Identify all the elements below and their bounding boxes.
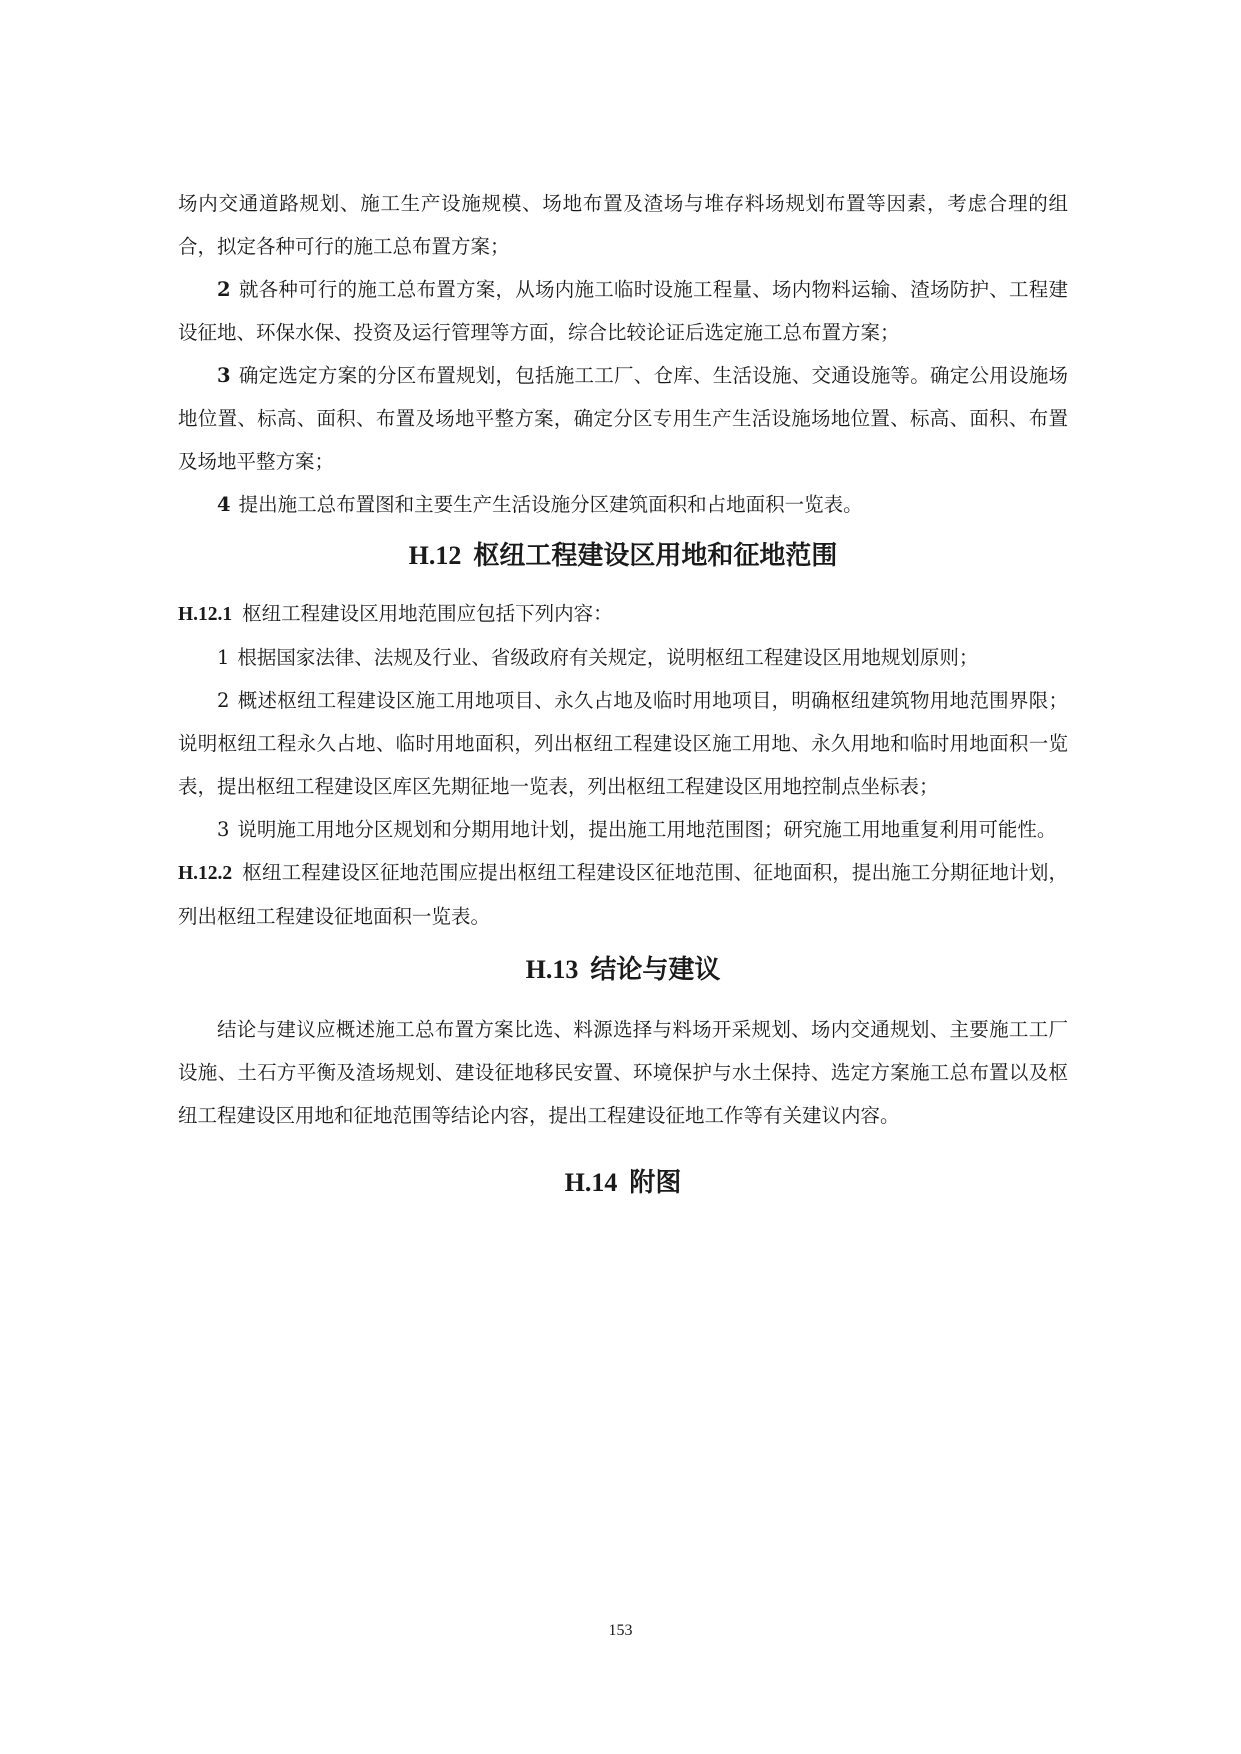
list-item-number: 2 bbox=[217, 278, 231, 301]
page-content bbox=[178, 182, 1068, 1201]
clause-h12-1-item-1: 1 根据国家法律、法规及行业、省级政府有关规定，说明枢纽工程建设区用地规划原则； bbox=[217, 646, 979, 669]
section-heading-h12 bbox=[178, 538, 1068, 574]
section-title: 附图 bbox=[629, 1168, 682, 1198]
clause-h12-1: H.12.1 枢纽工程建设区用地范围应包括下列内容： bbox=[178, 602, 613, 625]
list-item-number: 2 bbox=[217, 689, 230, 712]
conclusion-paragraph: 结论与建议应概述施工总布置方案比选、料源选择与料场开采规划、场内交通规划、主要施工工厂设施、土石方平衡及渣场规划、建设征地移民安置、环境保护与水土保持、选定方案施工总布置以及枢纽工程建设区用地和征地范围等结论内容，提出工程建设征地工作等有关建议内容。 bbox=[178, 1018, 1068, 1127]
list-item-number: 3 bbox=[217, 818, 230, 841]
section-number: H.13 bbox=[525, 955, 579, 984]
section-title: 枢纽工程建设区用地和征地范围 bbox=[473, 541, 838, 571]
clause-number: H.12.1 bbox=[178, 604, 233, 625]
clause-h12-2: H.12.2 枢纽工程建设区征地范围应提出枢纽工程建设区征地范围、征地面积，提出施工分期征地计划，列出枢纽工程建设征地面积一览表。 bbox=[178, 861, 1068, 928]
list-item-3: 3 确定选定方案的分区布置规划，包括施工工厂、仓库、生活设施、交通设施等。确定公用设施场地位置、标高、面积、布置及场地平整方案，确定分区专用生产生活设施场地位置、标高、面积、布置及场地平整方案； bbox=[178, 364, 1068, 473]
list-item-2: 2 就各种可行的施工总布置方案，从场内施工临时设施工程量、场内物料运输、渣场防护、工程建设征地、环保水保、投资及运行管理等方面，综合比较论证后选定施工总布置方案； bbox=[178, 278, 1068, 344]
list-item-4: 4 提出施工总布置图和主要生产生活设施分区建筑面积和占地面积一览表。 bbox=[217, 493, 863, 516]
section-heading-h14 bbox=[178, 1165, 1068, 1201]
paragraph-continuation: 场内交通道路规划、施工生产设施规模、场地布置及渣场与堆存料场规划布置等因素，考虑合理的组合，拟定各种可行的施工总布置方案； bbox=[178, 192, 1068, 258]
section-number: H.12 bbox=[408, 541, 462, 570]
section-heading-h13 bbox=[178, 952, 1068, 988]
clause-h12-1-item-3: 3 说明施工用地分区规划和分期用地计划，提出施工用地范围图；研究施工用地重复利用可能性。 bbox=[217, 818, 1057, 841]
list-item-number: 4 bbox=[217, 493, 231, 516]
section-number: H.14 bbox=[564, 1168, 618, 1197]
section-title: 结论与建议 bbox=[590, 955, 721, 985]
list-item-number: 3 bbox=[217, 364, 231, 387]
list-item-number: 1 bbox=[217, 646, 230, 669]
clause-h12-1-item-2: 2 概述枢纽工程建设区施工用地项目、永久占地及临时用地项目，明确枢纽建筑物用地范围界限；说明枢纽工程永久占地、临时用地面积，列出枢纽工程建设区施工用地、永久用地和临时用地面积一览表，提出枢纽工程建设区库区先期征地一览表，列出枢纽工程建设区用地控制点坐标表； bbox=[178, 689, 1068, 798]
clause-number: H.12.2 bbox=[178, 863, 233, 884]
page-number: 153 bbox=[608, 1622, 633, 1639]
